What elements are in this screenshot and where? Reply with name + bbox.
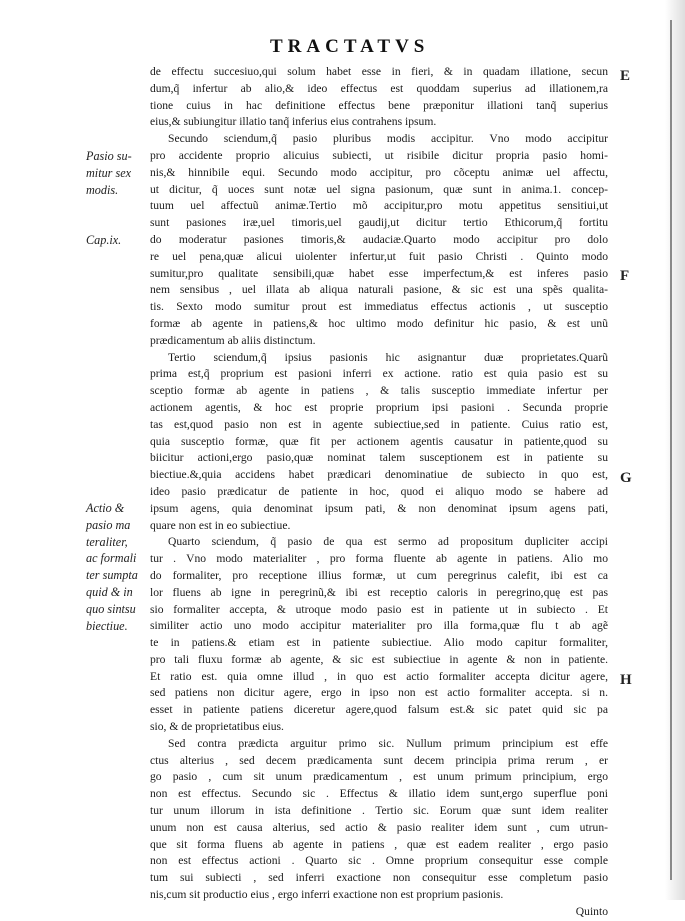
- text-line: tas est,quod pasio non est in agente subiectiue,sed in patiente. Cuius ratio est,: [150, 417, 608, 431]
- text-line: pro tali fluxu formæ ab agente, & sic est subiectiue in agente & non in patiente.: [150, 652, 608, 666]
- text-line: nem sensibus , uel illata ab aliqua naturali pasione, & sic est una spẽs qualita-: [150, 283, 608, 297]
- section-letter-f: F: [620, 268, 630, 284]
- text-line: nis,& hinnibile equi. Secundo modo accipitur, pro cõceptu animæ uel affectu,: [150, 165, 608, 179]
- text-line: non est effectus. Secundo sic . Effectus & illatio idem sunt,ergo superflue poni: [150, 787, 608, 801]
- text-line: ut dicitur, q̃ uoces sunt notæ uel signa pasionum, quæ sunt in anima.1. concep-: [150, 182, 608, 196]
- text-line: unum non est causa alterius, sed actio & pasio realiter idem sunt , cum utrun-: [150, 820, 608, 834]
- text-line: esset in patiente patiens diceretur agere,quod falsum est.& sic patet quid sic pa: [150, 703, 608, 717]
- text-line: ideo pasio prædicatur de patiente in hoc, quod ei aliquo modo se habere ad: [150, 484, 608, 498]
- text-line: tuum uel affectuũ animæ.Tertio mõ accipitur,pro motu appetitus sensitiui,ut: [150, 199, 608, 213]
- text-line: similiter actio uno modo accipitur materialiter pro illa forma,quæ flu t ab agẽ: [150, 619, 608, 633]
- text-line: que sit forma fluens ab agente in patiens , quæ est eadem realiter , ergo pasio: [150, 837, 608, 851]
- text-line: dum,q̃ infertur ab alio,& ideo effectus est quoddam superius ad illationem,ra: [150, 81, 608, 95]
- text-line: quare non est in eo subiectiue.: [150, 518, 291, 532]
- text-line: tur . Vno modo materialiter , pro forma fluente ab agente in patiens. Alio mo: [150, 552, 608, 566]
- marginal-note-actio-passio: Actio & pasio ma teraliter, ac formali ter sumpta quid & in quo sintsu biectiue.: [86, 501, 138, 633]
- text-line: tur unum illorum in ista definitione . Tertio sic. Eorum quæ sunt idem realiter: [150, 804, 608, 818]
- text-line: sio formaliter accepta, & utroque modo pasio est in patiente ut in subiecto . Et: [150, 602, 608, 616]
- text-line: prima est,q̃ proprium est pasioni inferri ex actione. ratio est quia pasio est su: [150, 367, 608, 381]
- text-line: sed patiens non dicitur agere, ergo in ipso non est actio formaliter accepta. si n.: [150, 686, 608, 700]
- page-edge-line: [670, 20, 672, 880]
- text-line: sio, & de proprietatibus eius.: [150, 720, 284, 734]
- text-line: te in patiens.& etiam est in patiente subiectiue. Alio modo capitur formaliter,: [150, 636, 608, 650]
- text-line: tis. Sexto modo sumitur prout est immediatus effectus actionis , ut susceptio: [150, 300, 608, 314]
- text-line: de effectu succesiuo,qui solum habet esse in fieri, & in quadam illatione, secun: [150, 65, 608, 78]
- text-line: pro accidente proprio alicuius subiecti, ut risibile dicitur propria pasio homi-: [150, 148, 608, 162]
- text-line: non est effectus actioni . Quarto sic . Omne proprium consequitur esse comple: [150, 854, 608, 868]
- text-line: go pasio , cum sit unum prædicamentum , est unum primum principium, ergo: [150, 770, 608, 784]
- text-line: ipsum agens, quia denominat ipsum pati, & non denominat ipsum agens pati,: [150, 501, 608, 515]
- text-line: formæ ab agente in patiens,& hoc ultimo modo definitur hic pasio, & est unũ: [150, 316, 608, 330]
- text-line: Secundo sciendum,q̃ pasio pluribus modis accipitur. Vno modo accipitur: [168, 132, 608, 146]
- text-line: tum sui subiecti , sed inferri exactione non consequitur esse completum pasio: [150, 871, 608, 885]
- text-line: eius,& subiungitur illatio tanq̃ inferius eius contrahens ipsum.: [150, 115, 437, 129]
- section-letter-g: G: [620, 470, 632, 486]
- running-title: TRACTATVS: [270, 36, 430, 57]
- catchword: Quinto: [575, 904, 608, 918]
- text-line: biectiue.&,quia accidens habet prædicari denominatiue de subiecto in quo est,: [150, 468, 608, 482]
- text-line: re uel pena,quæ alicui uiolenter infertur,ut fuit pasio Christi . Quinto modo: [150, 249, 608, 263]
- section-letter-e: E: [620, 68, 631, 84]
- page-edge-shadow: [665, 0, 685, 900]
- text-line: nis,cum sit productio eius , ergo inferri exactione non est proprium pasionis.: [150, 888, 504, 902]
- text-line: do formaliter, pro receptione illius formæ, ut cum peregrinus calefit, ibi est ca: [150, 568, 608, 582]
- marginal-note-passio-modes: Pasio su- mitur sex modis.: [86, 149, 132, 197]
- marginal-note-chapter: Cap.ix.: [86, 233, 122, 247]
- text-line: lor fluens ab igne in peregrinũ,& ibi est receptio caloris in peregrino,quę est pas: [150, 585, 608, 599]
- text-line: prædicamentum ab aliis distinctum.: [150, 333, 316, 347]
- text-line: sceptio formæ ab agente in patiens , & talis susceptio immediate infertur per: [150, 384, 608, 398]
- text-line: Sed contra prædicta arguitur primo sic. Nullum primum principium est effe: [168, 736, 608, 750]
- text-line: sumitur,pro qualitate sensibili,quæ habet esse imperfectum,& est inferes pasio: [150, 266, 608, 280]
- text-line: quia susceptio formæ, quæ fit per actionem agentis causatur in patiente,quod su: [150, 434, 608, 448]
- text-line: Quarto sciendum, q̃ pasio de qua est sermo ad propositum dupliciter accipi: [168, 535, 608, 549]
- text-line: tione cuius in hac definitione effectus bene præponitur illationi tanq̃ superius: [150, 98, 608, 112]
- text-line: Tertio sciendum,q̃ ipsius pasionis hic asignantur duæ proprietates.Quarũ: [168, 350, 608, 364]
- text-line: ctus alterius , sed decem prædicamenta sunt decem principia prima rerum , er: [150, 753, 608, 767]
- text-line: Et ratio est. quia omne illud , in quo est actio formaliter accepta dicitur agere,: [150, 669, 608, 683]
- text-line: do moderatur pasiones timoris,& audaciæ.Quarto modo accipitur pro dolo: [150, 232, 608, 246]
- section-letter-h: H: [620, 672, 632, 688]
- text-line: actionem agentis, & hoc est proprie proprium ipsi pasioni . Secunda proprie: [150, 400, 608, 414]
- text-line: sunt pasiones iræ,uel timoris,uel gaudij,ut dicitur tertio Ethicorum,q̃ fortitu: [150, 216, 608, 230]
- text-line: biicitur actioni,ergo pasio,quæ nominat talem susceptionem est in patiente su: [150, 451, 608, 465]
- body-text: [150, 64, 608, 921]
